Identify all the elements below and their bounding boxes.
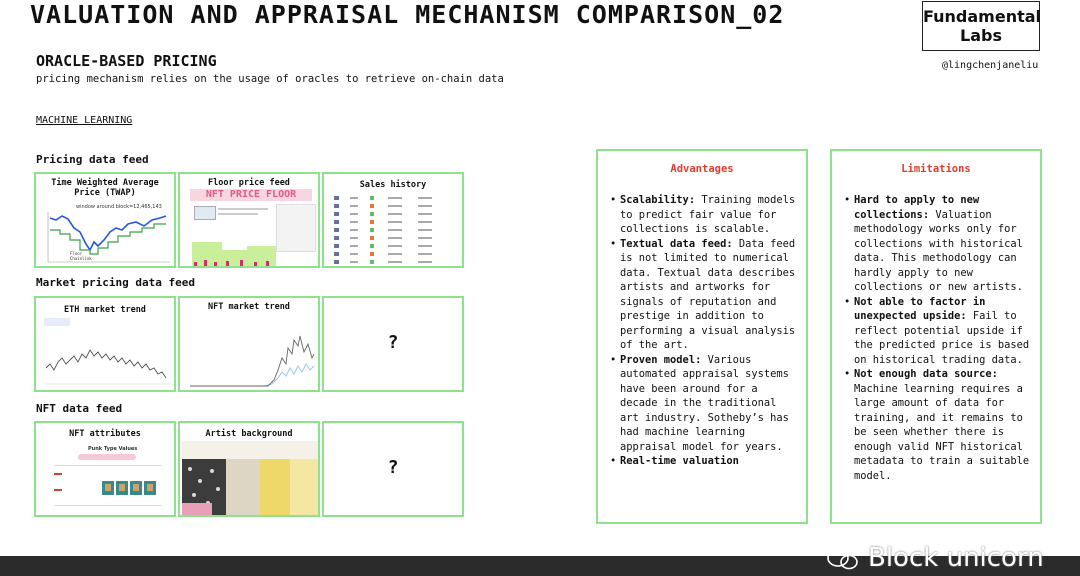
sales-history-panel	[322, 172, 464, 268]
method-label: MACHINE LEARNING	[36, 115, 133, 126]
nft-placeholder-question-mark: ?	[387, 457, 399, 478]
page-title: VALUATION AND APPRAISAL MECHANISM COMPARISON_02	[30, 0, 785, 29]
floor-price-line	[218, 208, 268, 210]
logo-line-2: Labs	[960, 26, 1002, 45]
nft-placeholder-panel	[322, 421, 464, 517]
section-subtitle: ORACLE-BASED PRICING	[36, 52, 217, 70]
twap-legend-floor: Floor	[70, 251, 83, 256]
sales-history-table	[330, 194, 460, 266]
advantage-text: Training models to predict fair value for collections is scalable.	[620, 194, 796, 235]
limitation-text: Fail to reflect potential upside if the predicted price is based on historical trading data.	[854, 310, 1030, 366]
sales-history-title: Sales history	[359, 180, 427, 190]
nft-attributes-panel	[34, 421, 176, 517]
nft-market-trend-title: NFT market trend	[208, 302, 290, 312]
block-unicorn-watermark: Block unicorn	[868, 543, 1044, 573]
market-placeholder-panel	[322, 296, 464, 392]
artist-background-title: Artist background	[205, 429, 293, 439]
floor-price-side-table	[276, 204, 316, 252]
list-item	[610, 454, 800, 469]
section-description: pricing mechanism relies on the usage of oracles to retrieve on-chain data	[36, 73, 504, 85]
eth-header-strip	[44, 318, 70, 326]
twap-caption: window around block=12,465,143	[76, 204, 162, 210]
floor-price-thumbnail	[194, 206, 216, 220]
list-item	[610, 193, 800, 237]
twap-panel	[34, 172, 176, 268]
nft-market-trend-panel	[178, 296, 320, 392]
twap-legend-chainlink: Chainlink	[70, 256, 92, 261]
floor-price-chart	[192, 222, 276, 268]
limitation-title: Not enough data source:	[854, 368, 998, 380]
limitation-title: Not able to factor in unexpected upside:	[854, 295, 986, 322]
floor-price-line	[218, 213, 258, 215]
market-placeholder-question-mark: ?	[387, 332, 399, 353]
advantage-title: Real-time valuation	[620, 455, 739, 467]
advantages-heading: Advantages	[670, 163, 734, 175]
advantage-text: Data feed is not limited to numerical data. Textual data describes artists and artworks for signals of reputation and prestige in addition to performing a visual analysis of the art.	[620, 237, 796, 351]
list-item	[610, 353, 800, 455]
list-item	[610, 237, 800, 353]
limitation-text: Valuation methodology works only for collections with historical data. This methodology can hardly apply to new collections or new artists.	[854, 208, 1023, 293]
punk-type-values-label: Punk Type Values	[88, 446, 138, 452]
advantage-text: Various automated appraisal systems have been around for a decade in the traditional art industry. Sotheby’s has had machine learning appraisal model for years.	[620, 353, 789, 453]
floor-price-title: Floor price feed	[208, 178, 290, 188]
limitation-text: Machine learning requires a large amount of data for training, and it remains to be seen whether there is enough valid NFT historical metadata to train a suitable model.	[854, 382, 1030, 482]
advantages-list	[610, 193, 800, 469]
limitation-title: Hard to apply to new collections:	[854, 194, 980, 221]
list-item	[844, 193, 1034, 295]
limitations-heading: Limitations	[901, 163, 971, 175]
list-item	[844, 295, 1034, 368]
advantage-title: Textual data feed:	[620, 237, 733, 250]
nft-attributes-title: NFT attributes	[69, 429, 141, 439]
limitations-box	[830, 149, 1042, 524]
eth-trend-chart	[40, 328, 174, 390]
nft-trend-chart	[184, 318, 318, 390]
nft-attributes-table	[40, 453, 174, 517]
advantages-box	[596, 149, 808, 524]
market-pricing-data-feed-label: Market pricing data feed	[36, 276, 195, 289]
twap-title: Time Weighted Average Price (TWAP)	[51, 178, 159, 198]
eth-market-trend-title: ETH market trend	[64, 305, 146, 315]
fundamental-labs-logo	[922, 1, 1040, 51]
artist-background-panel	[178, 421, 320, 517]
twap-chart	[40, 210, 172, 266]
list-item	[844, 367, 1034, 483]
logo-line-1: Fundamental	[923, 7, 1042, 26]
eth-market-trend-panel	[34, 296, 176, 392]
advantage-title: Scalability:	[620, 194, 696, 206]
wechat-icon	[826, 548, 860, 570]
limitations-list	[844, 193, 1034, 483]
nft-price-floor-banner: NFT PRICE FLOOR	[190, 189, 312, 201]
floor-price-panel	[178, 172, 320, 268]
pricing-data-feed-label: Pricing data feed	[36, 153, 149, 166]
nft-data-feed-label: NFT data feed	[36, 402, 123, 415]
author-handle: @lingchenjaneliu	[942, 60, 1039, 71]
artist-artworks-image	[182, 441, 320, 517]
advantage-title: Proven model:	[620, 353, 702, 366]
